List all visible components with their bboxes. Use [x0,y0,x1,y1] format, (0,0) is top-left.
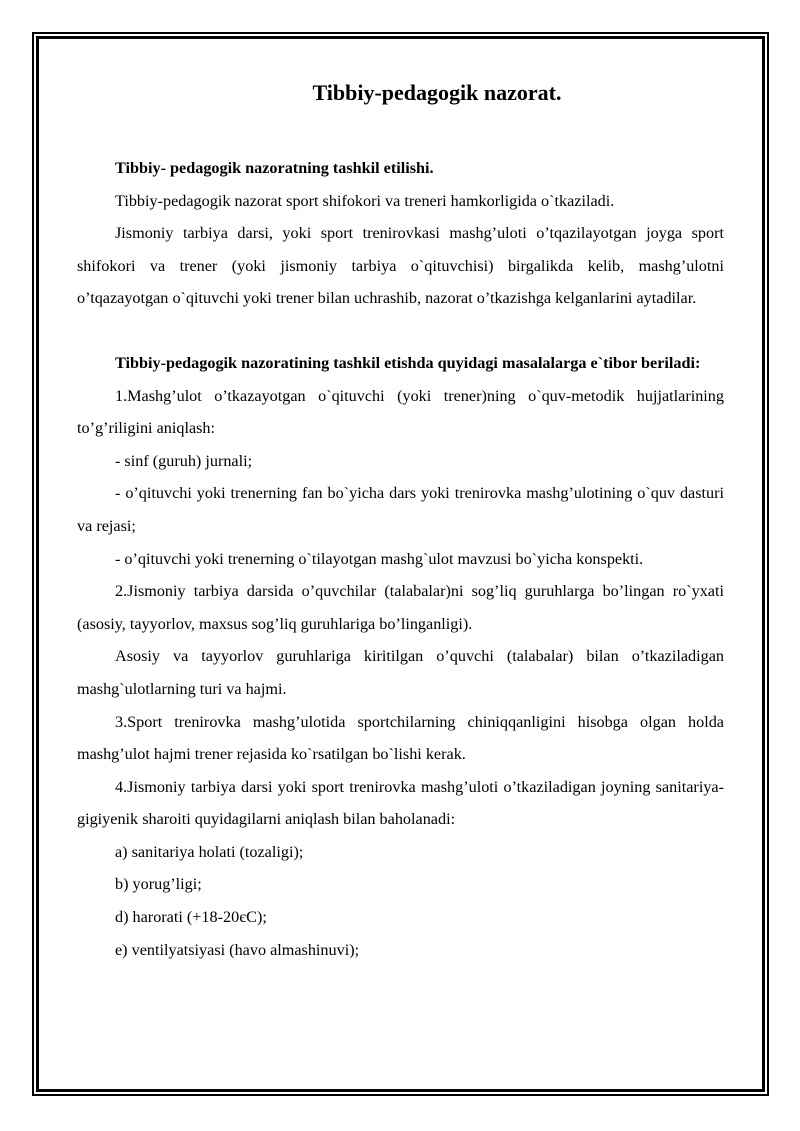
list-item: - o’qituvchi yoki trenerning fan bo`yicha dars yoki trenirovka mashg’ulotining o`quv dasturi va rejasi; [77,484,724,535]
list-item: b) yorug’ligi; [115,875,202,894]
list-item: - sinf (guruh) jurnali; [115,451,253,470]
list-item: - o’qituvchi yoki trenerning o`tilayotgan mashg`ulot mavzusi bo`yicha konspekti. [115,549,644,568]
list-item: a) sanitariya holati (tozaligi); [115,842,304,861]
list-item: 3.Sport trenirovka mashg’ulotida sportchilarning chiniqqanligini hisobga olgan holda mashg’ulot hajmi trener rejasida ko`rsatilgan bo`lishi kerak. [77,712,724,764]
paragraph: Asosiy va tayyorlov guruhlariga kiritilgan o’quvchi (talabalar) bilan o’tkaziladigan mashg`ulotlarning turi va hajmi. [77,647,724,698]
section-heading-issues: Tibbiy-pedagogik nazoratining tashkil etishda quyidagi masalalarga e`tibor beriladi: [115,353,701,372]
list-item: e) ventilyatsiyasi (havo almashinuvi); [115,940,360,959]
paragraph: Tibbiy-pedagogik nazorat sport shifokori va treneri hamkorligida o`tkaziladi. [115,191,615,210]
paragraph: Jismoniy tarbiya darsi, yoki sport trenirovkasi mashg’uloti o’tqazilayotgan joyga sport shifokori va trener (yoki jismoniy tarbiya o`qituvchisi) birgalikda kelib, mashg’ulotni o’tqazayotgan o`qituvchi yoki trener bilan uchrashib, nazorat o’tkazishga kelganlarini aytadilar. [77,224,724,308]
list-item: d) harorati (+18-20єC); [115,908,267,927]
list-item: 1.Mashg’ulot o’tkazayotgan o`qituvchi (yoki trener)ning o`quv-metodik hujjatlarining to’g’riligini aniqlash: [77,386,724,438]
list-item: 2.Jismoniy tarbiya darsida o’quvchilar (talabalar)ni sog’liq guruhlarga bo’lingan ro`yxati (asosiy, tayyorlov, maxsus sog’liq guruhlariga bo’linganligi). [77,582,724,633]
document-body [77,76,724,966]
list-item: 4.Jismoniy tarbiya darsi yoki sport trenirovka mashg’uloti o’tkaziladigan joyning sanitariya-gigiyenik sharoiti quyidagilarni aniqlash bilan baholanadi: [77,777,724,829]
section-heading-organization: Tibbiy- pedagogik nazoratning tashkil etilishi. [115,159,434,177]
document-title: Tibbiy-pedagogik nazorat. [312,80,562,105]
